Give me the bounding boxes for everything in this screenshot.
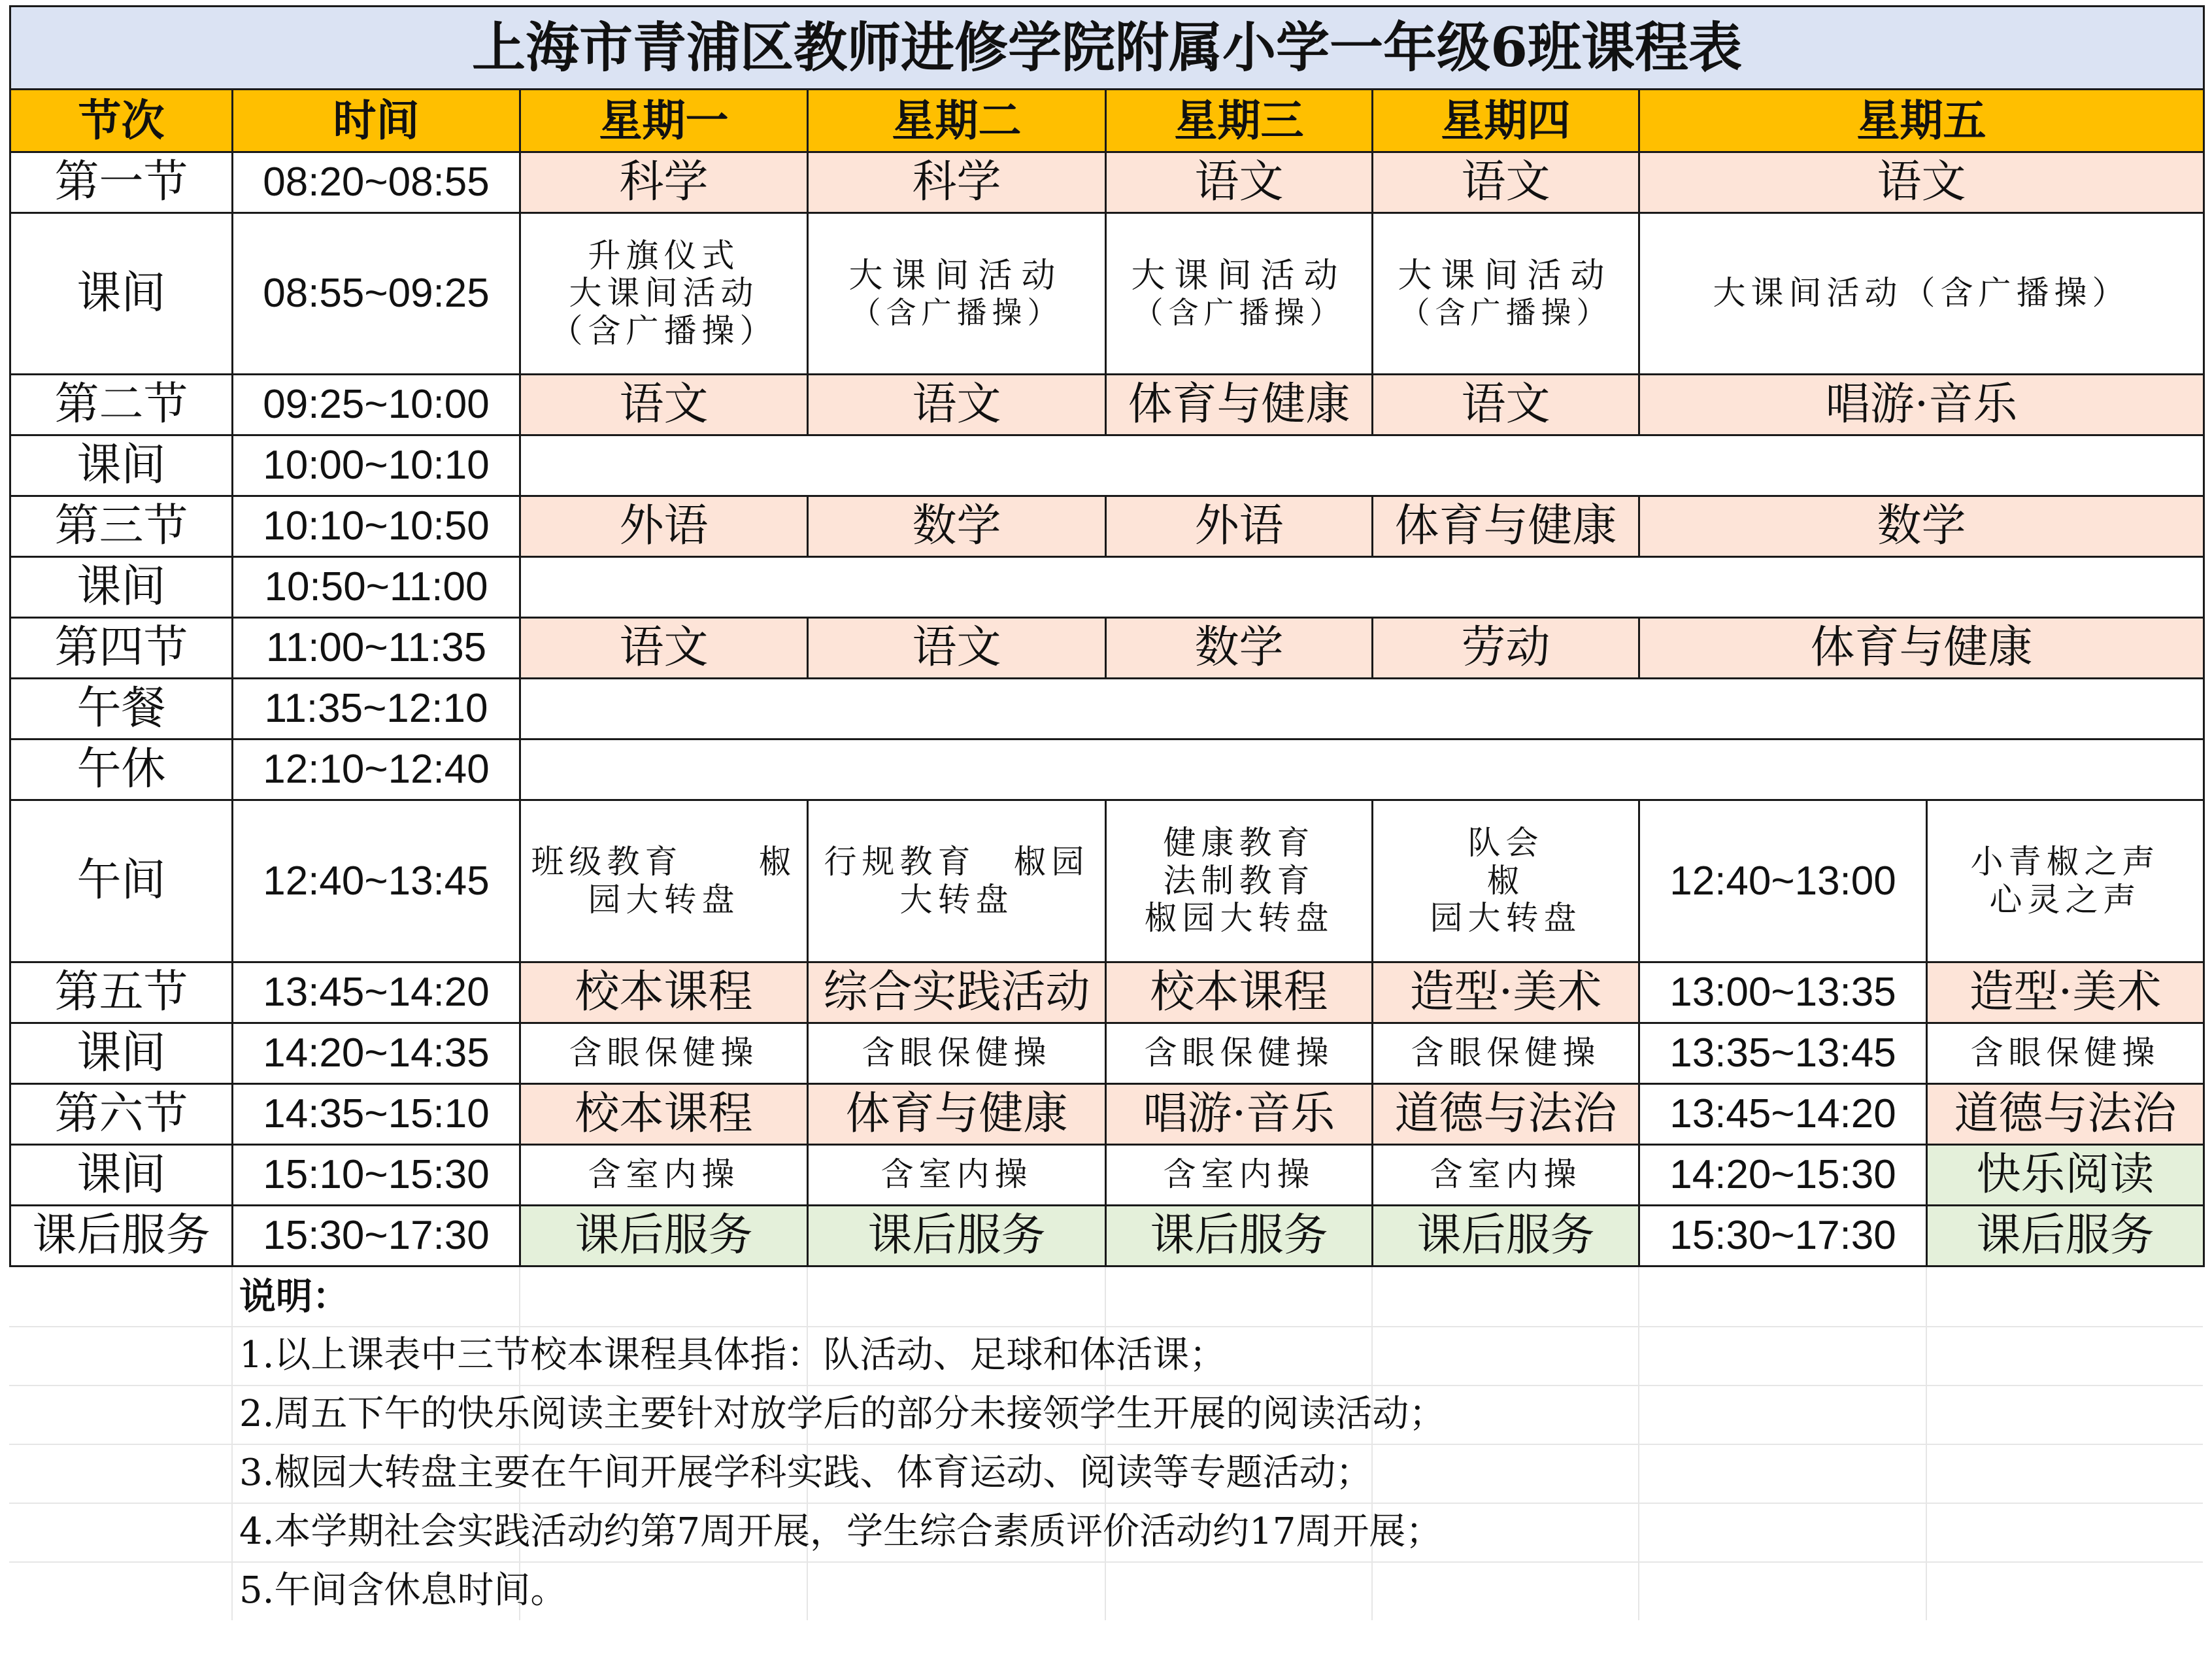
period-label: 午餐 [10, 679, 233, 740]
activity-cell: 含眼保健操 [1927, 1023, 2204, 1084]
time-cell: 15:30~17:30 [233, 1206, 520, 1266]
time-cell: 08:55~09:25 [233, 213, 520, 375]
subject-cell: 校本课程 [1106, 962, 1373, 1023]
activity-line: 班级教育 椒 [531, 843, 797, 881]
subject-cell: 数学 [1639, 496, 2204, 557]
subject-cell: 唱游·音乐 [1106, 1084, 1373, 1145]
notes-area [9, 1267, 2203, 1620]
activity-cell: 含眼保健操 [1373, 1023, 1639, 1084]
subject-cell: 综合实践活动 [808, 962, 1106, 1023]
activity-line: 大课间活动 [569, 274, 759, 313]
row-noon [10, 800, 2204, 962]
row-period-2 [10, 375, 2204, 435]
subject-cell: 校本课程 [520, 1084, 808, 1145]
row-period-1 [10, 152, 2204, 213]
activity-cell: 含室内操 [808, 1145, 1106, 1206]
activity-line: 大课间活动 [1131, 256, 1347, 296]
subject-cell: 语文 [520, 618, 808, 679]
subject-cell: 语文 [1106, 152, 1373, 213]
row-break-1 [10, 213, 2204, 375]
row-break-5 [10, 1023, 2204, 1084]
period-label: 课间 [10, 557, 233, 618]
time-cell: 10:10~10:50 [233, 496, 520, 557]
activity-line: （含广播操） [550, 311, 778, 350]
period-label: 午间 [10, 800, 233, 962]
activity-line: 园大转盘 [1430, 899, 1582, 938]
activity-cell: 含眼保健操 [1106, 1023, 1373, 1084]
period-label: 第六节 [10, 1084, 233, 1145]
activity-line: 小青椒之声 [1970, 843, 2160, 881]
time-cell: 12:10~12:40 [233, 740, 520, 800]
period-label: 第一节 [10, 152, 233, 213]
subject-cell: 道德与法治 [1373, 1084, 1639, 1145]
period-label: 午休 [10, 740, 233, 800]
subject-cell: 课后服务 [1927, 1206, 2204, 1266]
activity-line: 心灵之声 [1989, 880, 2141, 919]
header-row [10, 90, 2204, 152]
subject-cell: 语文 [808, 375, 1106, 435]
time-cell: 08:20~08:55 [233, 152, 520, 213]
header-wednesday: 星期三 [1106, 90, 1373, 152]
subject-cell: 语文 [520, 375, 808, 435]
activity-cell [520, 213, 808, 375]
subject-cell: 语文 [1639, 152, 2204, 213]
activity-cell: 含眼保健操 [520, 1023, 808, 1084]
activity-cell [1106, 213, 1373, 375]
row-break-6 [10, 1145, 2204, 1206]
header-thursday: 星期四 [1373, 90, 1639, 152]
friday-time-cell: 14:20~15:30 [1639, 1145, 1927, 1206]
activity-line: 大课间活动 [1398, 256, 1614, 296]
period-label: 课间 [10, 1023, 233, 1084]
note-item: 2.周五下午的快乐阅读主要针对放学后的部分未接领学生开展的阅读活动； [239, 1393, 1446, 1435]
activity-line: 法制教育 [1163, 861, 1315, 900]
friday-time-cell: 15:30~17:30 [1639, 1206, 1927, 1266]
friday-time-cell: 13:45~14:20 [1639, 1084, 1927, 1145]
timetable [9, 5, 2205, 1267]
empty-cell [520, 740, 2204, 800]
row-period-6 [10, 1084, 2204, 1145]
time-cell: 10:50~11:00 [233, 557, 520, 618]
subject-cell: 科学 [808, 152, 1106, 213]
activity-cell: 含眼保健操 [808, 1023, 1106, 1084]
row-period-5 [10, 962, 2204, 1023]
subject-cell: 体育与健康 [1639, 618, 2204, 679]
timetable-sheet [9, 5, 2203, 1620]
header-period: 节次 [10, 90, 233, 152]
activity-cell [1106, 800, 1373, 962]
subject-cell: 数学 [808, 496, 1106, 557]
time-cell: 14:35~15:10 [233, 1084, 520, 1145]
activity-line: （含广播操） [1133, 295, 1345, 331]
friday-time-cell: 12:40~13:00 [1639, 800, 1927, 962]
subject-cell: 造型·美术 [1927, 962, 2204, 1023]
time-cell: 10:00~10:10 [233, 435, 520, 496]
period-label: 课后服务 [10, 1206, 233, 1266]
header-monday: 星期一 [520, 90, 808, 152]
subject-cell: 劳动 [1373, 618, 1639, 679]
subject-cell: 科学 [520, 152, 808, 213]
row-after-school [10, 1206, 2204, 1266]
time-cell: 14:20~14:35 [233, 1023, 520, 1084]
subject-cell: 课后服务 [1373, 1206, 1639, 1266]
activity-line: 园大转盘 [588, 880, 740, 919]
subject-cell: 快乐阅读 [1927, 1145, 2204, 1206]
activity-line: 大转盘 [899, 880, 1014, 919]
time-cell: 11:00~11:35 [233, 618, 520, 679]
subject-cell: 课后服务 [1106, 1206, 1373, 1266]
note-item: 3.椒园大转盘主要在午间开展学科实践、体育运动、阅读等专题活动； [239, 1452, 1373, 1494]
time-cell: 12:40~13:45 [233, 800, 520, 962]
friday-time-cell: 13:00~13:35 [1639, 962, 1927, 1023]
time-cell: 11:35~12:10 [233, 679, 520, 740]
header-time: 时间 [233, 90, 520, 152]
row-lunch [10, 679, 2204, 740]
activity-line: （含广播操） [1399, 295, 1612, 331]
subject-cell: 课后服务 [808, 1206, 1106, 1266]
activity-line: 队会 椒 [1467, 824, 1696, 900]
note-item: 1.以上课表中三节校本课程具体指：队活动、足球和体活课； [239, 1334, 1226, 1376]
subject-cell: 造型·美术 [1373, 962, 1639, 1023]
header-friday: 星期五 [1639, 90, 2204, 152]
subject-cell: 体育与健康 [1106, 375, 1373, 435]
activity-line: 升旗仪式 [588, 236, 740, 275]
row-break-2 [10, 435, 2204, 496]
activity-cell [808, 213, 1106, 375]
period-label: 第四节 [10, 618, 233, 679]
activity-line: 大课间活动 [848, 256, 1065, 296]
subject-cell: 数学 [1106, 618, 1373, 679]
activity-line: 健康教育 [1163, 824, 1315, 862]
subject-cell: 语文 [1373, 375, 1639, 435]
activity-cell [1373, 213, 1639, 375]
activity-cell: 含室内操 [520, 1145, 808, 1206]
time-cell: 13:45~14:20 [233, 962, 520, 1023]
period-label: 第三节 [10, 496, 233, 557]
time-cell: 15:10~15:30 [233, 1145, 520, 1206]
row-period-3 [10, 496, 2204, 557]
activity-cell: 含室内操 [1106, 1145, 1373, 1206]
friday-time-cell: 13:35~13:45 [1639, 1023, 1927, 1084]
row-period-4 [10, 618, 2204, 679]
subject-cell: 外语 [520, 496, 808, 557]
subject-cell: 校本课程 [520, 962, 808, 1023]
activity-line: 椒园大转盘 [1144, 899, 1334, 938]
period-label: 第二节 [10, 375, 233, 435]
page-title: 上海市青浦区教师进修学院附属小学一年级6班课程表 [10, 7, 2204, 90]
activity-cell [808, 800, 1106, 962]
empty-cell [520, 679, 2204, 740]
period-label: 课间 [10, 435, 233, 496]
notes [239, 1267, 2194, 1620]
activity-cell [1373, 800, 1696, 962]
row-rest [10, 740, 2204, 800]
subject-cell: 体育与健康 [808, 1084, 1106, 1145]
note-item: 4.本学期社会实践活动约第7周开展，学生综合素质评价活动约17周开展； [239, 1510, 1443, 1553]
period-label: 课间 [10, 1145, 233, 1206]
period-label: 第五节 [10, 962, 233, 1023]
subject-cell: 课后服务 [520, 1206, 808, 1266]
subject-cell: 体育与健康 [1373, 496, 1639, 557]
activity-cell [1927, 800, 2204, 962]
activity-line: （含广播操） [850, 295, 1063, 331]
activity-cell [520, 800, 808, 962]
empty-cell [520, 435, 2204, 496]
header-tuesday: 星期二 [808, 90, 1106, 152]
activity-line: 行规教育 椒园 [824, 843, 1090, 881]
subject-cell: 唱游·音乐 [1639, 375, 2204, 435]
subject-cell: 语文 [1373, 152, 1639, 213]
empty-cell [520, 557, 2204, 618]
subject-cell: 道德与法治 [1927, 1084, 2204, 1145]
activity-cell: 含室内操 [1373, 1145, 1639, 1206]
note-item: 5.午间含休息时间。 [239, 1569, 567, 1612]
subject-cell: 语文 [808, 618, 1106, 679]
row-break-3 [10, 557, 2204, 618]
activity-cell: 大课间活动（含广播操） [1639, 213, 2204, 375]
subject-cell: 外语 [1106, 496, 1373, 557]
notes-heading: 说明： [239, 1275, 349, 1318]
time-cell: 09:25~10:00 [233, 375, 520, 435]
period-label: 课间 [10, 213, 233, 375]
